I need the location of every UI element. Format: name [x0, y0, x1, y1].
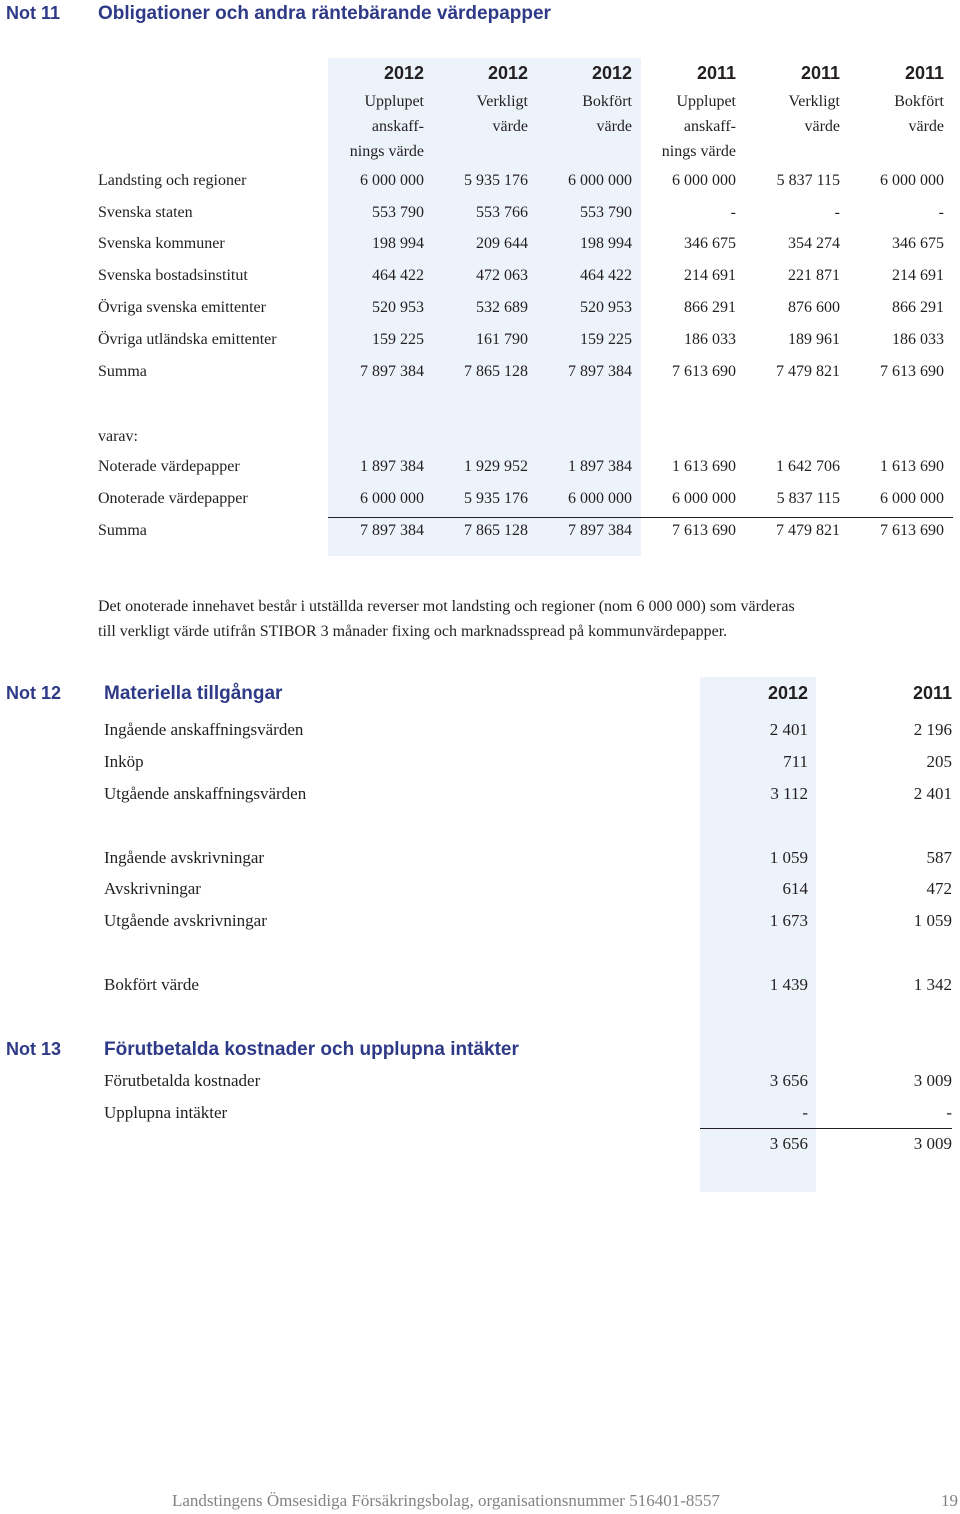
cell-value: 7 613 690 — [672, 522, 736, 539]
cell-value: 587 — [926, 848, 952, 867]
page-number: 19 — [941, 1491, 958, 1510]
cell-value: 7 479 821 — [776, 522, 840, 539]
cell-value: 198 994 — [372, 235, 424, 252]
row-label: Övriga svenska emittenter — [98, 299, 266, 316]
cell-value: 7 613 690 — [672, 363, 736, 380]
table-row — [0, 873, 960, 905]
row-label: Svenska staten — [98, 204, 193, 221]
table-row — [0, 778, 960, 810]
cell-value: 876 600 — [788, 299, 840, 316]
cell-value: 520 953 — [372, 299, 424, 316]
column-label-line: anskaff- — [683, 118, 736, 135]
row-label: Bokfört värde — [104, 975, 199, 994]
cell-value: 614 — [782, 879, 808, 898]
cell-value: 7 897 384 — [360, 522, 424, 539]
row-label: Upplupna intäkter — [104, 1103, 228, 1122]
column-label — [328, 89, 424, 164]
cell-value: 1 929 952 — [464, 458, 528, 475]
column-year: 2011 — [696, 63, 736, 83]
note-13-total-2011: 3 009 — [913, 1134, 952, 1153]
cell-value: 1 342 — [913, 975, 952, 994]
column-label — [848, 89, 944, 164]
cell-value: 1 613 690 — [880, 458, 944, 475]
row-label: Summa — [98, 363, 147, 380]
row-label: Förutbetalda kostnader — [104, 1071, 261, 1090]
table-row — [0, 1097, 960, 1129]
column-label-line: Verkligt — [476, 93, 528, 110]
column-label-line: Upplupet — [676, 93, 736, 110]
cell-value: 7 613 690 — [880, 522, 944, 539]
row-label: Noterade värdepapper — [98, 458, 240, 475]
table-row — [0, 746, 960, 778]
cell-value: 7 897 384 — [568, 363, 632, 380]
cell-value: 472 — [926, 879, 952, 898]
cell-value: 214 691 — [892, 267, 944, 284]
footer-text: Landstingens Ömsesidiga Försäkringsbolag, organisationsnummer 516401-8557 — [172, 1491, 720, 1510]
paragraph-line-1: Det onoterade innehavet består i utställda reverser mot landsting och regioner (nom 6 000 000) som värderas — [98, 598, 795, 615]
cell-value: - — [938, 204, 944, 221]
column-year: 2011 — [800, 63, 840, 83]
table-row — [0, 905, 960, 937]
row-label: Svenska bostadsinstitut — [98, 267, 248, 284]
note-12-title: Materiella tillgångar — [104, 683, 283, 704]
cell-value: 2 401 — [769, 720, 808, 739]
column-label-line: värde — [908, 118, 944, 135]
cell-value: 1 642 706 — [776, 458, 840, 475]
cell-value: 7 865 128 — [464, 522, 528, 539]
table-row — [0, 516, 960, 548]
column-label-line: anskaff- — [371, 118, 424, 135]
cell-value: 186 033 — [684, 331, 736, 348]
cell-value: 198 994 — [580, 235, 632, 252]
cell-value: 5 837 115 — [776, 172, 840, 189]
column-year: 2011 — [904, 63, 944, 83]
note-11-paragraph — [98, 594, 958, 644]
column-label — [432, 89, 528, 164]
row-label: Landsting och regioner — [98, 172, 247, 189]
cell-value: 354 274 — [788, 235, 840, 252]
summa-rule — [328, 517, 953, 518]
cell-value: 186 033 — [892, 331, 944, 348]
cell-value: 1 613 690 — [672, 458, 736, 475]
cell-value: 866 291 — [892, 299, 944, 316]
column-label-line: värde — [596, 118, 632, 135]
table-row — [0, 229, 960, 261]
cell-value: 6 000 000 — [672, 490, 736, 507]
cell-value: 6 000 000 — [672, 172, 736, 189]
cell-value: 6 000 000 — [568, 490, 632, 507]
cell-value: 3 656 — [769, 1071, 808, 1090]
row-label: Avskrivningar — [104, 879, 201, 898]
column-label-line: Bokfört — [582, 93, 632, 110]
note-13-title: Förutbetalda kostnader och upplupna intäkter — [104, 1039, 519, 1060]
table-row — [0, 261, 960, 293]
table-row — [0, 452, 960, 484]
row-label: Svenska kommuner — [98, 235, 225, 252]
cell-value: - — [730, 204, 736, 221]
note-11-title: Obligationer och andra räntebärande värdepapper — [98, 3, 551, 24]
cell-value: 6 000 000 — [880, 172, 944, 189]
cell-value: 553 790 — [372, 204, 424, 221]
row-label: Inköp — [104, 752, 144, 771]
note-12-year-2011: 2011 — [912, 683, 952, 703]
cell-value: 5 837 115 — [776, 490, 840, 507]
cell-value: 205 — [926, 752, 952, 771]
column-year: 2012 — [487, 63, 528, 83]
row-label: Ingående anskaffningsvärden — [104, 720, 304, 739]
column-label-line — [744, 139, 840, 164]
cell-value: 520 953 — [580, 299, 632, 316]
cell-value: 6 000 000 — [360, 490, 424, 507]
cell-value: 214 691 — [684, 267, 736, 284]
cell-value: - — [802, 1103, 808, 1122]
cell-value: 472 063 — [476, 267, 528, 284]
column-year: 2012 — [383, 63, 424, 83]
column-label-line: värde — [804, 118, 840, 135]
column-label-line: nings värde — [661, 143, 736, 160]
cell-value: 1 439 — [769, 975, 808, 994]
cell-value: 5 935 176 — [464, 172, 528, 189]
cell-value: 7 897 384 — [568, 522, 632, 539]
column-label-line: Verkligt — [788, 93, 840, 110]
cell-value: 464 422 — [372, 267, 424, 284]
cell-value: 6 000 000 — [360, 172, 424, 189]
paragraph-line-2: till verkligt värde utifrån STIBOR 3 månader fixing och marknadsspread på kommunvärdepapper. — [98, 623, 728, 640]
cell-value: 2 196 — [913, 720, 952, 739]
note-12-number: Not 12 — [6, 683, 62, 703]
cell-value: 5 935 176 — [464, 490, 528, 507]
table-row — [0, 842, 960, 874]
cell-value: 1 897 384 — [360, 458, 424, 475]
cell-value: 2 401 — [913, 784, 952, 803]
cell-value: 346 675 — [684, 235, 736, 252]
column-label-line: Upplupet — [364, 93, 424, 110]
cell-value: - — [834, 204, 840, 221]
column-label — [744, 89, 840, 164]
table-row — [0, 198, 960, 230]
cell-value: 159 225 — [372, 331, 424, 348]
table-row — [0, 166, 960, 198]
cell-value: 7 613 690 — [880, 363, 944, 380]
column-label-line: Bokfört — [894, 93, 944, 110]
column-label-line: värde — [492, 118, 528, 135]
column-label — [640, 89, 736, 164]
table-row — [0, 714, 960, 746]
cell-value: 209 644 — [476, 235, 528, 252]
cell-value: 711 — [783, 752, 808, 771]
cell-value: 6 000 000 — [880, 490, 944, 507]
cell-value: 159 225 — [580, 331, 632, 348]
column-label-line: nings värde — [349, 143, 424, 160]
row-label: Onoterade värdepapper — [98, 490, 248, 507]
cell-value: 464 422 — [580, 267, 632, 284]
cell-value: 532 689 — [476, 299, 528, 316]
cell-value: 7 865 128 — [464, 363, 528, 380]
table-row — [0, 969, 960, 1001]
cell-value: - — [946, 1103, 952, 1122]
note-12-year-2012: 2012 — [767, 683, 808, 703]
cell-value: 553 766 — [476, 204, 528, 221]
cell-value: 6 000 000 — [568, 172, 632, 189]
table-row — [0, 357, 960, 389]
row-label: Utgående anskaffningsvärden — [104, 784, 307, 803]
table-row — [0, 484, 960, 516]
cell-value: 1 673 — [769, 911, 808, 930]
cell-value: 346 675 — [892, 235, 944, 252]
cell-value: 3 009 — [913, 1071, 952, 1090]
column-year: 2012 — [591, 63, 632, 83]
row-label: Ingående avskrivningar — [104, 848, 265, 867]
row-label: Summa — [98, 522, 147, 539]
table-row — [0, 1065, 960, 1097]
row-label: Utgående avskrivningar — [104, 911, 267, 930]
cell-value: 7 897 384 — [360, 363, 424, 380]
note-13-total-rule — [700, 1128, 952, 1129]
note-13-total-2012: 3 656 — [769, 1134, 808, 1153]
cell-value: 1 059 — [913, 911, 952, 930]
varav-label: varav: — [98, 428, 138, 445]
table-row — [0, 293, 960, 325]
cell-value: 866 291 — [684, 299, 736, 316]
table-row — [0, 325, 960, 357]
column-label-line — [536, 139, 632, 164]
column-label-line — [432, 139, 528, 164]
cell-value: 221 871 — [788, 267, 840, 284]
cell-value: 1 059 — [769, 848, 808, 867]
column-label — [536, 89, 632, 164]
cell-value: 189 961 — [788, 331, 840, 348]
cell-value: 161 790 — [476, 331, 528, 348]
cell-value: 553 790 — [580, 204, 632, 221]
column-label-line — [848, 139, 944, 164]
note-13-number: Not 13 — [6, 1039, 62, 1059]
row-label: Övriga utländska emittenter — [98, 331, 277, 348]
note-11-number: Not 11 — [6, 3, 61, 23]
cell-value: 7 479 821 — [776, 363, 840, 380]
cell-value: 3 112 — [770, 784, 808, 803]
cell-value: 1 897 384 — [568, 458, 632, 475]
